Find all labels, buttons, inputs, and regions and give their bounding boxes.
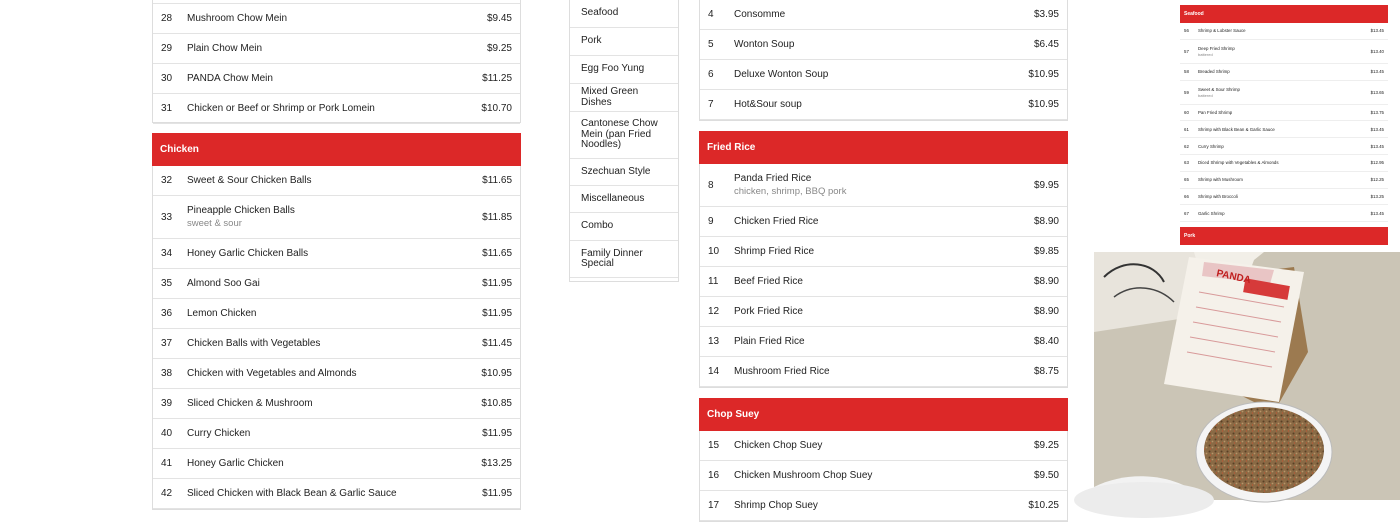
menu-item-row[interactable] [700, 357, 1067, 387]
item-price: $6.45 [1033, 39, 1059, 50]
item-name: Chicken Mushroom Chop Suey [734, 470, 873, 481]
item-name-group [734, 500, 1028, 511]
item-price: $10.85 [481, 398, 512, 409]
item-name-group [187, 338, 482, 349]
item-name: Mushroom Chow Mein [187, 13, 288, 24]
right-menu-column [699, 0, 1068, 511]
item-name-group [734, 276, 1034, 287]
category-header-chicken[interactable]: Chicken [152, 133, 521, 166]
thumb-category-header-seafood[interactable]: Seafood [1180, 5, 1388, 23]
item-name-group [1198, 177, 1371, 182]
item-number: 28 [161, 13, 173, 24]
item-description: battered [1198, 51, 1213, 57]
item-name: Honey Garlic Chicken Balls [187, 248, 309, 259]
thumb-menu-item-row[interactable] [1180, 205, 1388, 222]
item-price: $13.45 [1370, 28, 1384, 34]
item-name: Shrimp with Black Bean & Garlic Sauce [1198, 126, 1275, 132]
item-name: Chicken or Beef or Shrimp or Pork Lomein [187, 103, 375, 114]
category-nav-item[interactable]: Family Dinner Special [570, 241, 678, 278]
item-price: $13.45 [1370, 210, 1384, 216]
menu-item-row[interactable] [700, 327, 1067, 357]
menu-item-row[interactable] [153, 479, 520, 509]
item-name-group [1198, 87, 1371, 98]
item-price: $13.25 [1370, 193, 1384, 199]
thumb-category-header-pork[interactable]: Pork [1180, 227, 1388, 245]
item-price: $9.50 [1033, 470, 1059, 481]
item-price: $13.75 [1370, 109, 1384, 115]
menu-item-row[interactable] [153, 166, 520, 196]
item-number: 17 [708, 500, 720, 511]
item-price: $9.25 [1033, 440, 1059, 451]
thumb-menu-item-row[interactable] [1180, 64, 1388, 81]
item-name-group [1198, 194, 1371, 199]
item-number: 4 [708, 9, 714, 20]
item-number: 14 [708, 366, 720, 377]
item-number: 57 [1184, 48, 1189, 54]
item-price: $12.95 [1370, 160, 1384, 166]
item-name-group [734, 69, 1028, 80]
left-menu-column [152, 0, 521, 500]
item-name: Pork Fried Rice [734, 306, 803, 317]
item-number: 15 [708, 440, 720, 451]
item-name: Shrimp Chop Suey [734, 500, 818, 511]
item-price: $11.95 [482, 308, 512, 319]
item-number: 60 [1184, 109, 1189, 115]
item-price: $13.65 [1370, 89, 1384, 95]
item-name: Garlic Shrimp [1198, 210, 1225, 216]
item-name-group [734, 216, 1034, 227]
item-price: $10.95 [481, 368, 512, 379]
item-name-group [734, 246, 1034, 257]
item-number: 12 [708, 306, 720, 317]
menu-item-row[interactable] [153, 329, 520, 359]
item-price: $13.45 [1370, 126, 1384, 132]
item-name-group [734, 366, 1034, 377]
item-price: $13.45 [1370, 69, 1384, 75]
item-name: Hot&Sour soup [734, 99, 802, 110]
item-number: 39 [161, 398, 173, 409]
item-number: 41 [161, 458, 173, 469]
item-price: $9.45 [486, 13, 512, 24]
item-number: 38 [161, 368, 173, 379]
item-price: $8.90 [1033, 306, 1059, 317]
item-number: 29 [161, 43, 173, 54]
item-number: 30 [161, 73, 173, 84]
item-number: 58 [1184, 69, 1189, 75]
category-nav-item[interactable]: Combo [570, 213, 678, 241]
item-name: Diced Shrimp with Vegetables & Almonds [1198, 160, 1279, 166]
item-name: Chicken Balls with Vegetables [187, 338, 321, 349]
item-name-group [1198, 110, 1371, 115]
item-price: $10.25 [1028, 500, 1059, 511]
item-price: $11.25 [482, 73, 512, 84]
category-nav-list [570, 0, 678, 278]
item-name-group [187, 43, 487, 54]
item-price: $11.65 [482, 175, 512, 186]
menu-item-row[interactable] [153, 269, 520, 299]
menu-item-row[interactable] [700, 431, 1067, 461]
item-name: Pineapple Chicken Balls [187, 205, 295, 216]
thumb-menu-item-row[interactable] [1180, 23, 1388, 40]
item-name: Consomme [734, 9, 786, 20]
category-nav-item[interactable]: Pork [570, 28, 678, 56]
item-number: 5 [708, 39, 714, 50]
item-name-group [734, 470, 1034, 481]
item-description: sweet & sour [187, 218, 242, 229]
item-price: $9.85 [1033, 246, 1059, 257]
menu-item-row[interactable] [153, 64, 520, 94]
item-name: Sweet & Sour Shrimp [1198, 86, 1240, 92]
item-name: Breaded Shrimp [1198, 69, 1230, 75]
item-number: 42 [161, 488, 173, 499]
menu-item-row[interactable] [153, 34, 520, 64]
item-name: Plain Chow Mein [187, 43, 263, 54]
item-name-group [1198, 144, 1371, 149]
item-price: $11.45 [482, 338, 512, 349]
item-name: Chicken Fried Rice [734, 216, 819, 227]
item-name: Curry Chicken [187, 428, 251, 439]
item-number: 35 [161, 278, 173, 289]
item-price: $3.95 [1033, 9, 1059, 20]
item-price: $10.95 [1028, 69, 1059, 80]
menu-item-row[interactable] [700, 207, 1067, 237]
item-price: $11.65 [482, 248, 512, 259]
item-description: chicken, shrimp, BBQ pork [734, 186, 847, 197]
item-name-group [187, 458, 481, 469]
item-name-group [1198, 127, 1371, 132]
item-name-group [1198, 69, 1371, 74]
menu-preview-thumbnail [1180, 0, 1388, 250]
item-price: $11.95 [482, 278, 512, 289]
menu-item-row[interactable] [700, 60, 1067, 90]
menu-item-row[interactable] [700, 0, 1067, 30]
item-number: 62 [1184, 143, 1189, 149]
item-name-group [187, 398, 481, 409]
item-number: 61 [1184, 126, 1189, 132]
item-name: Panda Fried Rice [734, 173, 812, 184]
item-name-group [734, 39, 1034, 50]
item-number: 37 [161, 338, 173, 349]
item-price: $9.95 [1033, 179, 1059, 191]
item-name: Sliced Chicken & Mushroom [187, 398, 313, 409]
item-price: $13.45 [1370, 143, 1384, 149]
item-name: Chicken Chop Suey [734, 440, 823, 451]
menu-item-row[interactable] [153, 299, 520, 329]
item-price: $11.95 [482, 488, 512, 499]
item-price: $10.95 [1028, 99, 1059, 110]
thumb-menu-item-row[interactable] [1180, 189, 1388, 206]
menu-item-row[interactable] [153, 94, 520, 124]
item-number: 33 [161, 211, 173, 223]
item-name-group [187, 73, 482, 84]
item-name-group [187, 308, 482, 319]
category-nav [569, 0, 679, 282]
item-number: 7 [708, 99, 714, 110]
item-name: Shrimp with Mushroom [1198, 177, 1243, 183]
item-name-group [187, 103, 481, 114]
menu-item-row[interactable] [700, 491, 1067, 521]
item-number: 32 [161, 175, 173, 186]
item-name: Beef Fried Rice [734, 276, 803, 287]
chow-mein-item-list [153, 4, 520, 124]
menu-item-row[interactable] [700, 297, 1067, 327]
item-name: Shrimp with Broccoli [1198, 193, 1238, 199]
category-nav-item[interactable]: Seafood [570, 0, 678, 28]
item-name: Sliced Chicken with Black Bean & Garlic Sauce [187, 488, 397, 499]
item-number: 10 [708, 246, 720, 257]
fried-rice-item-list [699, 164, 1068, 388]
menu-item-row[interactable] [153, 4, 520, 34]
menu-item-row[interactable] [700, 164, 1067, 207]
item-number: 36 [161, 308, 173, 319]
item-number: 13 [708, 336, 720, 347]
item-number: 59 [1184, 89, 1189, 95]
item-name: Deluxe Wonton Soup [734, 69, 829, 80]
item-name-group [734, 9, 1034, 20]
category-nav-item[interactable]: Mixed Green Dishes [570, 84, 678, 112]
item-number: 11 [708, 276, 719, 287]
item-name-group [1198, 211, 1371, 216]
item-name: Wonton Soup [734, 39, 795, 50]
item-description: battered [1198, 92, 1213, 98]
item-price: $11.95 [482, 428, 512, 439]
thumb-menu-item-row[interactable] [1180, 105, 1388, 122]
menu-item-row[interactable] [153, 359, 520, 389]
item-name-group [734, 440, 1034, 451]
item-number: 63 [1184, 160, 1189, 166]
item-name: Curry Shrimp [1198, 143, 1224, 149]
item-price: $9.25 [486, 43, 512, 54]
item-name: Mushroom Fried Rice [734, 366, 830, 377]
item-name-group [1198, 28, 1371, 33]
item-name: Shrimp & Lobster Sauce [1198, 28, 1246, 34]
item-number: 34 [161, 248, 173, 259]
item-name-group [1198, 46, 1371, 57]
item-name: Pan Fried Shrimp [1198, 109, 1233, 115]
item-price: $13.25 [481, 458, 512, 469]
item-number: 8 [708, 179, 714, 191]
item-name: Plain Fried Rice [734, 336, 805, 347]
item-price: $11.85 [482, 211, 512, 223]
thumb-menu-item-row[interactable] [1180, 155, 1388, 172]
item-price: $8.90 [1033, 216, 1059, 227]
item-name-group [734, 336, 1034, 347]
category-nav-item[interactable]: Miscellaneous [570, 186, 678, 213]
menu-item-row[interactable] [700, 30, 1067, 60]
item-number: 66 [1184, 193, 1189, 199]
item-name-group [187, 205, 482, 229]
item-name: Shrimp Fried Rice [734, 246, 815, 257]
category-header-chop-suey[interactable]: Chop Suey [699, 398, 1068, 431]
category-nav-item[interactable]: Szechuan Style [570, 159, 678, 186]
menu-item-row[interactable] [700, 237, 1067, 267]
menu-item-row[interactable] [700, 90, 1067, 120]
menu-brand-text: PANDA [1215, 268, 1252, 287]
item-number: 40 [161, 428, 173, 439]
soup-item-list [699, 0, 1068, 121]
item-price: $13.40 [1370, 48, 1384, 54]
item-name-group [187, 278, 482, 289]
item-name: Almond Soo Gai [187, 278, 260, 289]
item-name: Honey Garlic Chicken [187, 458, 284, 469]
category-nav-item[interactable]: Cantonese Chow Mein (pan Fried Noodles) [570, 112, 678, 159]
item-name-group [187, 13, 487, 24]
item-name-group [734, 173, 1034, 197]
menu-item-row[interactable] [153, 196, 520, 239]
menu-item-row[interactable] [153, 419, 520, 449]
item-name-group [187, 488, 482, 499]
item-number: 56 [1184, 28, 1189, 34]
item-name-group [187, 175, 482, 186]
item-price: $12.25 [1370, 177, 1384, 183]
thumb-menu-item-row[interactable] [1180, 172, 1388, 189]
menu-item-row[interactable] [700, 267, 1067, 297]
category-header-fried-rice[interactable]: Fried Rice [699, 131, 1068, 164]
chow-mein-section [152, 0, 521, 123]
thumb-menu-item-row[interactable] [1180, 138, 1388, 155]
item-name: Deep Fried Shrimp [1198, 45, 1235, 51]
thumb-menu-item-row[interactable] [1180, 121, 1388, 138]
item-name: PANDA Chow Mein [187, 73, 273, 84]
item-price: $8.75 [1033, 366, 1059, 377]
item-price: $8.90 [1033, 276, 1059, 287]
item-name-group [187, 248, 482, 259]
menu-item-row[interactable] [153, 239, 520, 269]
item-number: 67 [1184, 210, 1189, 216]
chop-suey-item-list [699, 431, 1068, 522]
item-number: 16 [708, 470, 720, 481]
item-name-group [734, 99, 1028, 110]
item-name: Sweet & Sour Chicken Balls [187, 175, 312, 186]
menu-item-row[interactable] [153, 389, 520, 419]
item-price: $8.40 [1033, 336, 1059, 347]
item-number: 31 [161, 103, 173, 114]
menu-item-row[interactable] [153, 449, 520, 479]
menu-item-row[interactable] [700, 461, 1067, 491]
category-nav-item[interactable]: Egg Foo Yung [570, 56, 678, 84]
food-photo [1094, 252, 1400, 500]
thumb-menu-item-row[interactable] [1180, 40, 1388, 64]
food-photo-illustration [1094, 252, 1400, 500]
item-name: Lemon Chicken [187, 308, 257, 319]
item-name: Chicken with Vegetables and Almonds [187, 368, 357, 379]
item-name-group [734, 306, 1034, 317]
item-name-group [187, 368, 481, 379]
chicken-item-list [152, 166, 521, 510]
item-number: 9 [708, 216, 714, 227]
item-number: 65 [1184, 177, 1189, 183]
item-name-group [1198, 160, 1371, 165]
item-price: $10.70 [481, 103, 512, 114]
item-number: 6 [708, 69, 714, 80]
thumb-seafood-item-list [1180, 23, 1388, 222]
item-name-group [187, 428, 482, 439]
thumb-menu-item-row[interactable] [1180, 81, 1388, 105]
